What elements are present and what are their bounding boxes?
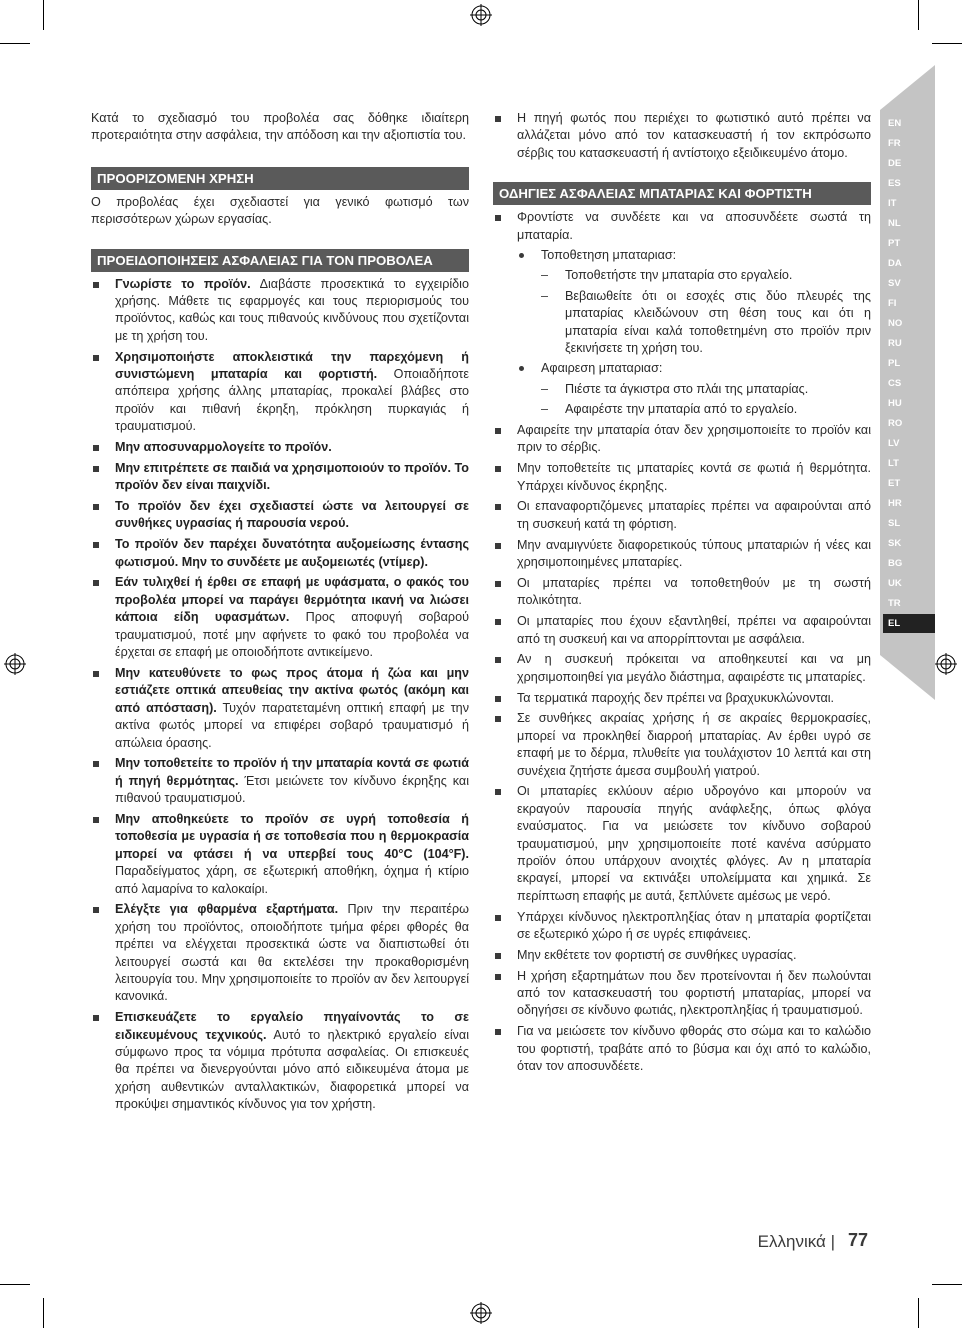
safety-warnings-heading: ΠΡΟΕΙΔΟΠΟΙΗΣΕΙΣ ΑΣΦΑΛΕΙΑΣ ΓΙΑ ΤΟΝ ΠΡΟΒΟΛΕΑ	[91, 249, 469, 272]
intended-use-heading: ΠΡΟΟΡΙΖΟΜΕΝΗ ΧΡΗΣΗ	[91, 167, 469, 190]
list-item: Τοποθετηση μπαταριασ: – Τοποθετήστε την μπαταρία στο εργαλείο. – Βεβαιωθείτε ότι οι εσοχές στις δύο πλευρές της μπαταρίας κλειδώνουν στη θέση τους και ότι η μπαταρία είναι καλά τοποθετημένη στο προϊόν πριν ξεκινήσετε τη χρήση του.	[517, 247, 871, 357]
list-item: Μην αποσυναρμολογείτε το προϊόν.	[91, 439, 469, 456]
list-item: Οι επαναφορτιζόμενες μπαταρίες πρέπει να αφαιρούνται από τη συσκευή κατά τη φόρτιση.	[493, 498, 871, 533]
list-item: Χρησιμοποιήστε αποκλειστικά την παρεχόμενη ή συνιστώμενη μπαταρία και φορτιστή. Οποιαδήποτε απόπειρα χρήσης άλλης μπαταρίας, προκαλεί βλάβες στο προϊόν και πιθανή έκρηξη, πρόκληση πυρκαγιάς ή τραυματισμού.	[91, 349, 469, 436]
language-tab-tr[interactable]: TR	[888, 598, 901, 609]
list-item: Αν η συσκευή πρόκειται να αποθηκευτεί και να μη χρησιμοποιηθεί για μεγάλο διάστημα, αφαιρέστε τις μπαταρίες.	[493, 651, 871, 686]
language-tab-hr[interactable]: HR	[888, 498, 902, 509]
language-tab-uk[interactable]: UK	[888, 578, 902, 589]
list-item: Η χρήση εξαρτημάτων που δεν προτείνονται ή δεν πωλούνται από τον κατασκευαστή του φορτιστή μπαταρίας, μπορεί να οδηγήσει σε κίνδυνο φωτιάς, ηλεκτροπληξίας ή τραυματισμού.	[493, 968, 871, 1020]
language-tab-da[interactable]: DA	[888, 258, 902, 269]
list-item: Μην εκθέτετε τον φορτιστή σε συνθήκες υγρασίας.	[493, 947, 871, 964]
list-item: Η πηγή φωτός που περιέχει το φωτιστικό αυτό πρέπει να αλλάζεται μόνο από τον κατασκευαστή ή τον εκπρόσωπο σέρβις του κατασκευαστή ή αντίστοιχο εξειδικευμένο άτομο.	[493, 110, 871, 162]
page-number: 77	[848, 1230, 869, 1250]
list-item: Οι μπαταρίες που έχουν εξαντληθεί, πρέπει να αφαιρούνται από τη συσκευή και να απορρίπτονται με ασφάλεια.	[493, 613, 871, 648]
left-column	[91, 110, 469, 1117]
list-item: Μην τοποθετείτε το προϊόν ή την μπαταρία κοντά σε φωτιά ή πηγή θερμότητας. Έτσι μειώνετε τον κίνδυνο έκρηξης και πιθανού τραυματισμού.	[91, 755, 469, 807]
language-tab-et[interactable]: ET	[888, 478, 901, 489]
language-tab-el[interactable]: EL	[883, 614, 935, 633]
language-tab-no[interactable]: NO	[888, 318, 903, 329]
list-item: Εάν τυλιχθεί ή έρθει σε επαφή με υφάσματα, ο φακός του προβολέα μπορεί να παράγει θερμότητα ικανή να λιώσει κάποια είδη υφασμάτων. Προς αποφυγή σοβαρού τραυματισμού, ποτέ μην αφήνετε το φακό του προβολέα να έρχεται σε επαφή με οποιοδήποτε αντικείμενο.	[91, 574, 469, 661]
language-tab-fi[interactable]: FI	[888, 298, 897, 309]
list-item: Μην αναμιγνύετε διαφορετικούς τύπους μπαταριών ή νέες και χρησιμοποιημένες μπαταρίες.	[493, 537, 871, 572]
right-column	[493, 110, 871, 1079]
remove-steps	[541, 381, 871, 419]
list-item: Ελέγξτε για φθαρμένα εξαρτήματα. Πριν την περαιτέρω χρήση του προϊόντος, οποιοδήποτε τμήμα φέρει φθορές θα πρέπει να ελέγχεται προσεκτικά ώστε να διαπιστωθεί ότι λειτουργεί σωστά και θα εκτελέσει την προκαθορισμένη λειτουργία του. Μην χρησιμοποιείτε το προϊόν αν δεν λειτουργεί κανονικά.	[91, 901, 469, 1005]
language-tab-sl[interactable]: SL	[888, 518, 901, 529]
language-tab-fr[interactable]: FR	[888, 138, 901, 149]
list-item: Οι μπαταρίες πρέπει να τοποθετηθούν με τη σωστή πολικότητα.	[493, 575, 871, 610]
list-item: Γνωρίστε το προϊόν. Διαβάστε προσεκτικά το εγχειρίδιο χρήσης. Μάθετε τις εφαρμογές και τους περιορισμούς του προϊόντος, καθώς και τους πιθανούς κινδύνους που σχετίζονται με τη χρήση του.	[91, 276, 469, 346]
language-tab-pl[interactable]: PL	[888, 358, 901, 369]
language-tab-cs[interactable]: CS	[888, 378, 902, 389]
language-tab-it[interactable]: IT	[888, 198, 897, 209]
install-steps	[541, 267, 871, 357]
list-item: Αφαιρείτε την μπαταρία όταν δεν χρησιμοποιείτε το προϊόν και πριν το σέρβις.	[493, 422, 871, 457]
language-tab-hu[interactable]: HU	[888, 398, 902, 409]
list-item: Το προϊόν δεν έχει σχεδιαστεί ώστε να λειτουργεί σε συνθήκες υγρασίας ή παρουσία νερού.	[91, 498, 469, 533]
light-source-list	[493, 110, 871, 162]
list-item: Σε συνθήκες ακραίας χρήσης ή σε ακραίες θερμοκρασίες, μπορεί να προκληθεί διαρροή μπαταρίας. Αν έρθει υγρό σε επαφή με το δέρμα, πλυθείτε για τουλάχιστον 10 λεπτά και στη συνέχεια ζητήστε άμεσα συμβουλή γιατρού.	[493, 710, 871, 780]
list-item: Μην επιτρέπετε σε παιδιά να χρησιμοποιούν το προϊόν. Το προϊόν δεν είναι παιχνίδι.	[91, 460, 469, 495]
intended-use-text: Ο προβολέας έχει σχεδιαστεί για γενικό φωτισμό των περισσότερων χώρων εργασίας.	[91, 194, 469, 227]
language-tab-de[interactable]: DE	[888, 158, 902, 169]
language-tab-bg[interactable]: BG	[888, 558, 903, 569]
list-item: Φροντίστε να συνδέετε και να αποσυνδέετε σωστά τη μπαταρία. Τοποθετηση μπαταριασ: – Τοποθετήστε την μπαταρία στο εργαλείο. – Βεβαιωθείτε ότι οι εσοχές στις δύο πλευρές της μπαταρίας κλειδώνουν στη θέση τους και ότι η μπαταρία είναι καλά τοποθετημένη στο προϊόν πριν ξεκινήσετε τη χρήση του. Αφαιρεση μπαταριασ: – Πιέστε τα άγκιστρα στο πλάι της μπαταρίας. – Αφαιρέστε την μπαταρία από το εργαλείο.	[493, 209, 871, 418]
language-tab-ro[interactable]: RO	[888, 418, 903, 429]
safety-warnings-list	[91, 276, 469, 1114]
language-tab-lv[interactable]: LV	[888, 438, 900, 449]
list-item: Για να μειώσετε τον κίνδυνο φθοράς στο σώμα και το καλώδιο του φορτιστή, τραβάτε από το βύσμα και όχι από το καλώδιο, όταν τον αποσυνδέετε.	[493, 1023, 871, 1075]
list-item: Αφαιρεση μπαταριασ: – Πιέστε τα άγκιστρα στο πλάι της μπαταρίας. – Αφαιρέστε την μπαταρία από το εργαλείο.	[517, 360, 871, 418]
language-tab-nl[interactable]: NL	[888, 218, 901, 229]
language-tab-ru[interactable]: RU	[888, 338, 902, 349]
intro-paragraph: Κατά το σχεδιασμό του προβολέα σας δόθηκε ιδιαίτερη προτεραιότητα στην ασφάλεια, την απόδοση και την αξιοπιστία του.	[91, 111, 469, 143]
language-tab-es[interactable]: ES	[888, 178, 901, 189]
list-item: – Βεβαιωθείτε ότι οι εσοχές στις δύο πλευρές της μπαταρίας κλειδώνουν στη θέση τους και ότι η μπαταρία είναι καλά τοποθετημένη στο προϊόν πριν ξεκινήσετε τη χρήση του.	[541, 288, 871, 358]
list-item: Μην αποθηκεύετε το προϊόν σε υγρή τοποθεσία ή τοποθεσία με υγρασία ή σε τοποθεσία που η θερμοκρασία μπορεί να φτάσει ή να υπερβεί τους 40°C (104°F). Παραδείγματος χάρη, σε εξωτερική αποθήκη, όχημα ή κτίριο από λαμαρίνα το καλοκαίρι.	[91, 811, 469, 898]
language-tab-en[interactable]: EN	[888, 118, 902, 129]
list-item: Τα τερματικά παροχής δεν πρέπει να βραχυκυκλώνονται.	[493, 690, 871, 707]
footer-language: Ελληνικά |	[757, 1232, 835, 1251]
language-tab-pt[interactable]: PT	[888, 238, 901, 249]
language-tab-sv[interactable]: SV	[888, 278, 901, 289]
list-item: Υπάρχει κίνδυνος ηλεκτροπληξίας όταν η μπαταρία φορτίζεται σε εξωτερικό χώρο ή σε υγρές επιφάνειες.	[493, 909, 871, 944]
list-item: Επισκευάζετε το εργαλείο πηγαίνοντάς το σε ειδικευμένους τεχνικούς. Αυτό το ηλεκτρικό εργαλείο είναι σύμφωνο προς τα νόμιμα πρότυπα ασφαλείας. Οι επισκευές θα πρέπει να διενεργούνται μόνο από ειδικευμένα άτομα με χρήση αυθεντικών ανταλλακτικών, διαφορετικά μπορεί να προκύψει σημαντικός κίνδυνος για τον χρήστη.	[91, 1009, 469, 1113]
list-item: Μην τοποθετείτε τις μπαταρίες κοντά σε φωτιά ή θερμότητα. Υπάρχει κίνδυνος έκρηξης.	[493, 460, 871, 495]
list-item: – Πιέστε τα άγκιστρα στο πλάι της μπαταρίας.	[541, 381, 871, 398]
battery-safety-heading: ΟΔΗΓΙΕΣ ΑΣΦΑΛΕΙΑΣ ΜΠΑΤΑΡΙΑΣ ΚΑΙ ΦΟΡΤΙΣΤΗ	[493, 182, 871, 205]
language-tab-sk[interactable]: SK	[888, 538, 902, 549]
list-item: – Τοποθετήστε την μπαταρία στο εργαλείο.	[541, 267, 871, 284]
battery-procedures	[517, 247, 871, 419]
battery-safety-list	[493, 209, 871, 1075]
list-item: Το προϊόν δεν παρέχει δυνατότητα αυξομείωσης έντασης φωτισμού. Μην το συνδέετε με αυξομειωτές (ντίμερ).	[91, 536, 469, 571]
list-item: Μην κατευθύνετε το φως προς άτομα ή ζώα και μην εστιάζετε οπτικά απευθείας την ακτίνα φωτός (ακόμη και από απόσταση). Τυχόν παρατεταμένη οπτική επαφή με την ακτίνα φωτός μπορεί να επιφέρει σοβαρό τραυματισμό ή απώλεια όρασης.	[91, 665, 469, 752]
list-item: – Αφαιρέστε την μπαταρία από το εργαλείο.	[541, 401, 871, 418]
list-item: Οι μπαταρίες εκλύουν αέριο υδρογόνο και μπορούν να εκραγούν παρουσία πηγής ανάφλεξης, όπως φλόγα εναύσματος. Για να μειώσετε τον κίνδυνο σοβαρού τραυματισμού, μην χρησιμοποιείτε ποτέ κανένα ασύρματο προϊόν όπου υπάρχουν ανοιχτές φλόγες. Αν η μπαταρία εκραγεί, μπορεί να εκτινάξει υπολείμματα και χημικά. Σε περίπτωση επαφής με αυτά, ξεπλύνετε αμέσως με νερό.	[493, 783, 871, 905]
language-tab-lt[interactable]: LT	[888, 458, 899, 469]
